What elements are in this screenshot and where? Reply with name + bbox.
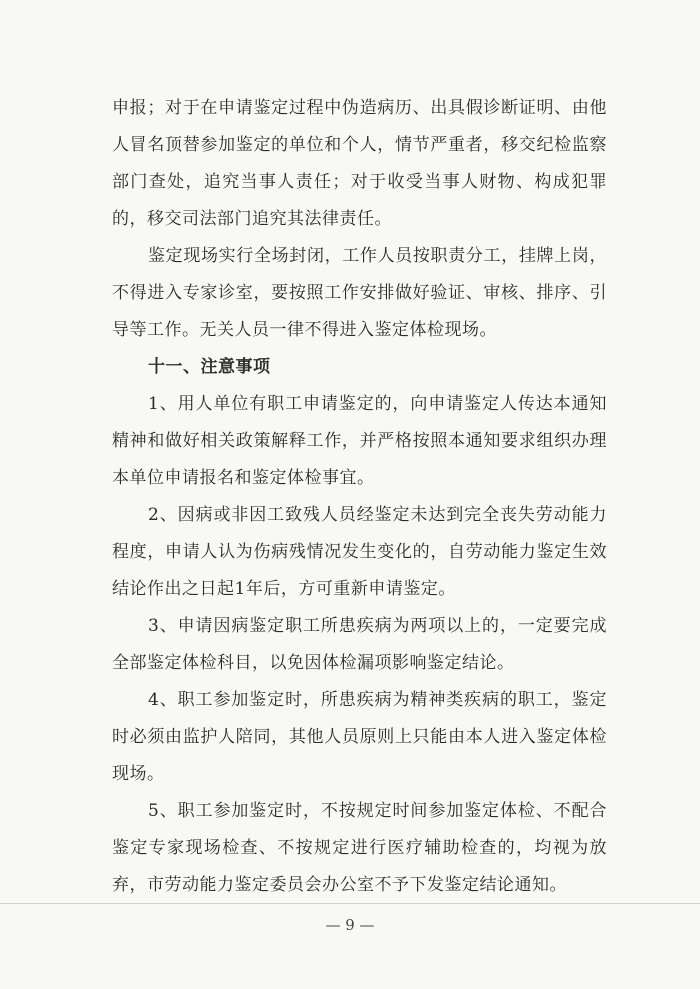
notice-item-2: 2、因病或非因工致残人员经鉴定未达到完全丧失劳动能力程度，申请人认为伤病残情况发生变化的，自劳动能力鉴定生效结论作出之日起1年后，方可重新申请鉴定。 bbox=[112, 505, 607, 599]
notice-item-5: 5、职工参加鉴定时，不按规定时间参加鉴定体检、不配合鉴定专家现场检查、不按规定进行医疗辅助检查的，均视为放弃，市劳动能力鉴定委员会办公室不予下发鉴定结论通知。 bbox=[112, 801, 607, 895]
notice-item-3: 3、申请因病鉴定职工所患疾病为两项以上的，一定要完成全部鉴定体检科目，以免因体检漏项影响鉴定结论。 bbox=[112, 616, 607, 673]
paragraph-continuation: 申报；对于在申请鉴定过程中伪造病历、出具假诊断证明、由他人冒名顶替参加鉴定的单位和个人，情节严重者，移交纪检监察部门查处，追究当事人责任；对于收受当事人财物、构成犯罪的，移交司法部门追究其法律责任。 bbox=[112, 98, 607, 229]
notice-item-4: 4、职工参加鉴定时，所患疾病为精神类疾病的职工，鉴定时必须由监护人陪同，其他人员原则上只能由本人进入鉴定体检现场。 bbox=[112, 690, 607, 784]
notice-item-1: 1、用人单位有职工申请鉴定的，向申请鉴定人传达本通知精神和做好相关政策解释工作，并严格按照本通知要求组织办理本单位申请报名和鉴定体检事宜。 bbox=[112, 394, 607, 488]
paragraph-site-rules: 鉴定现场实行全场封闭，工作人员按职责分工，挂牌上岗，不得进入专家诊室，要按照工作安排做好验证、审核、排序、引导等工作。无关人员一律不得进入鉴定体检现场。 bbox=[112, 246, 607, 340]
section-heading: 十一、注意事项 bbox=[148, 357, 271, 377]
page-number: — 9 — bbox=[325, 916, 375, 934]
page-body bbox=[112, 90, 607, 904]
footer-divider bbox=[0, 903, 700, 904]
